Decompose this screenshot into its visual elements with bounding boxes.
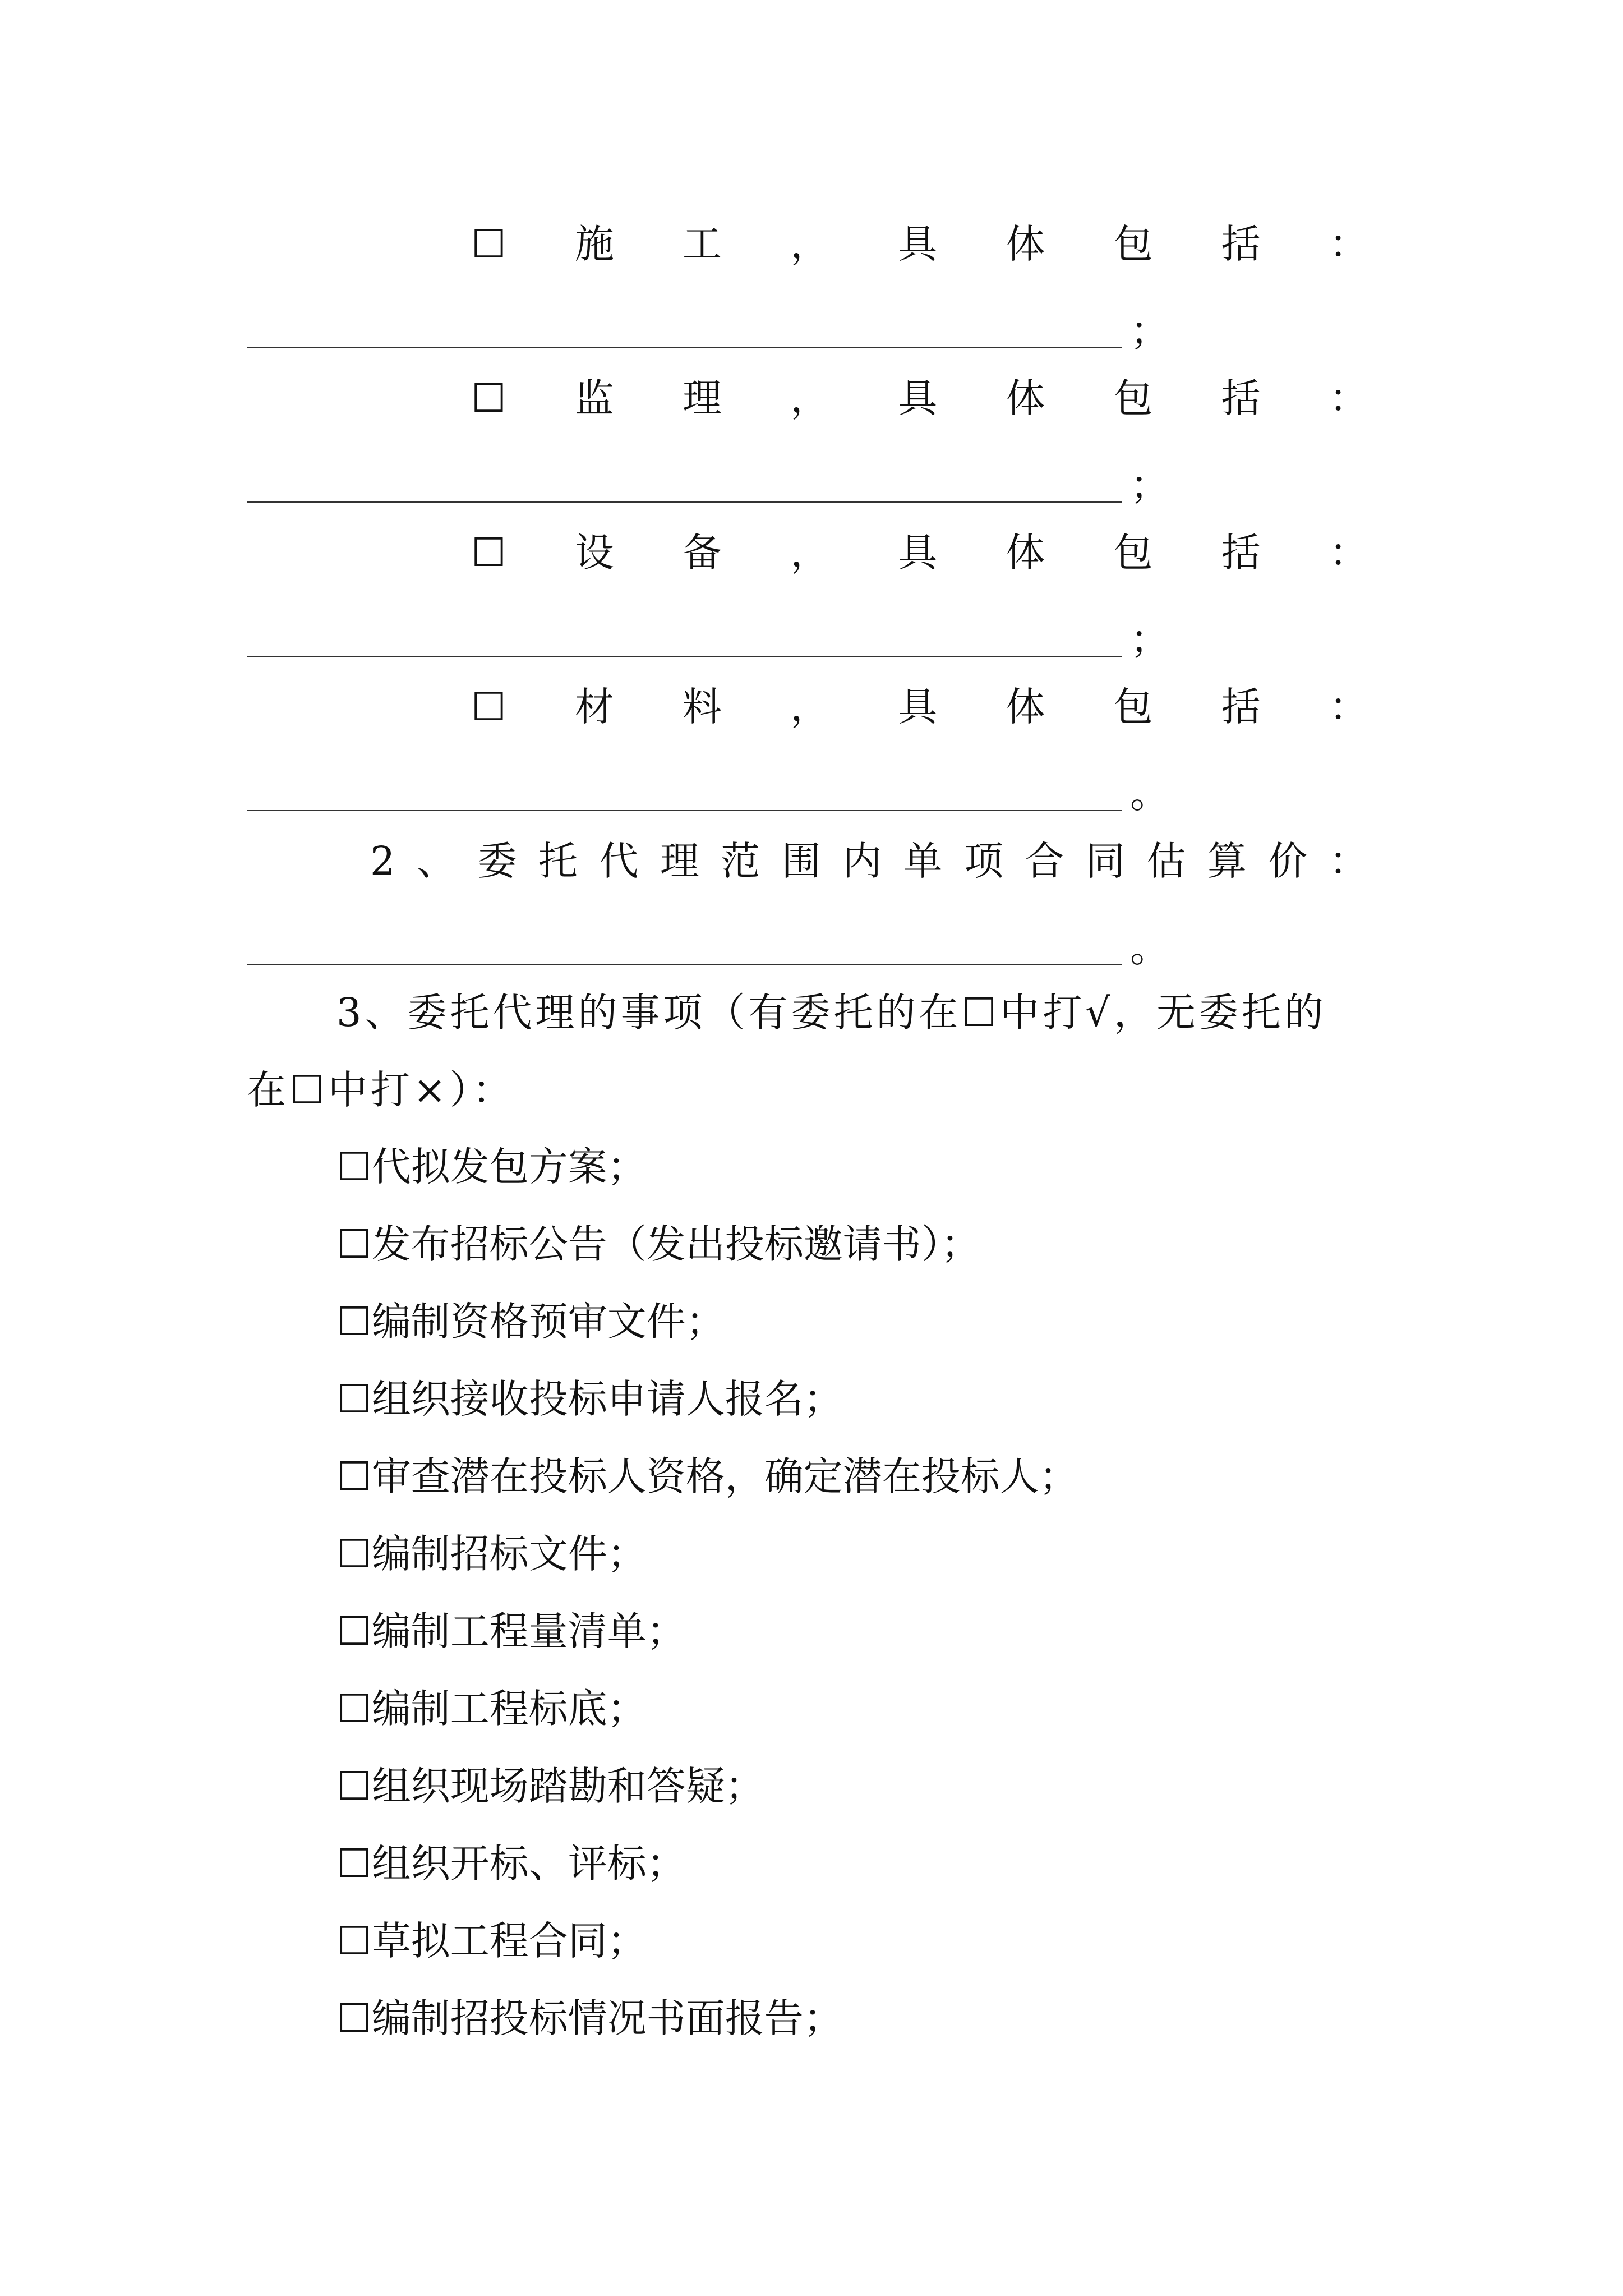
scope-item-equipment — [471, 519, 1368, 586]
task-item[interactable]: ☐编制招标文件； — [336, 1531, 647, 1577]
blank-underline — [247, 810, 1122, 811]
section2-char: 代 — [599, 838, 639, 884]
section2-char: 内 — [842, 838, 882, 884]
scope-char: 体 — [1006, 375, 1045, 421]
section-3-heading-line1: 3、委托代理的事项（有委托的在☐中打√，无委托的 — [336, 990, 1327, 1036]
blank-underline — [247, 501, 1122, 503]
line-end-punct: ； — [1130, 462, 1169, 508]
scope-char: 设 — [574, 530, 614, 576]
line-end-punct: 。 — [1130, 925, 1169, 971]
blank-underline — [247, 656, 1122, 657]
scope-char: 包 — [1113, 684, 1153, 730]
section2-char: 同 — [1085, 838, 1125, 884]
scope-char: 包 — [1113, 375, 1153, 421]
scope-char: 括 — [1221, 530, 1261, 576]
scope-char: ： — [1329, 530, 1368, 576]
scope-char: 具 — [898, 375, 938, 421]
scope-char: 施 — [574, 221, 614, 267]
section2-char: 项 — [964, 838, 1004, 884]
fill-in-blank-estimate[interactable] — [247, 923, 1402, 973]
scope-char: ， — [790, 375, 830, 421]
task-item[interactable]: ☐编制工程量清单； — [336, 1608, 686, 1654]
task-item[interactable]: ☐组织现场踏勘和答疑； — [336, 1763, 764, 1809]
section2-char: 估 — [1146, 838, 1186, 884]
task-item[interactable]: ☐发布招标公告（发出投标邀请书）； — [336, 1221, 980, 1267]
scope-char: 备 — [683, 530, 722, 576]
scope-item-materials — [471, 673, 1368, 740]
scope-char: ， — [790, 530, 830, 576]
task-item[interactable]: ☐草拟工程合同； — [336, 1918, 647, 1964]
scope-char: ： — [1329, 684, 1368, 730]
line-end-punct: 。 — [1130, 771, 1169, 817]
scope-char: 括 — [1221, 221, 1261, 267]
scope-char: ： — [1329, 221, 1368, 267]
scope-char: 具 — [898, 221, 938, 267]
section-3-heading-line2: 在☐中打×）： — [247, 1067, 515, 1113]
scope-char: 具 — [898, 684, 938, 730]
section2-char: 围 — [781, 838, 821, 884]
checkbox[interactable]: ☐ — [471, 530, 506, 576]
task-item[interactable]: ☐代拟发包方案； — [336, 1144, 647, 1190]
section2-char: 合 — [1025, 838, 1064, 884]
scope-char: 括 — [1221, 375, 1261, 421]
scope-char: 具 — [898, 530, 938, 576]
scope-char: 材 — [574, 684, 614, 730]
section2-char: 、 — [417, 838, 456, 884]
task-item[interactable]: ☐组织接收投标申请人报名； — [336, 1376, 843, 1422]
section2-char: 单 — [903, 838, 943, 884]
scope-char: 包 — [1113, 530, 1153, 576]
scope-char: ， — [790, 684, 830, 730]
section2-char: 托 — [538, 838, 578, 884]
section2-char: 范 — [721, 838, 760, 884]
scope-char: 料 — [683, 684, 722, 730]
fill-in-blank[interactable] — [247, 614, 1402, 665]
blank-underline — [247, 347, 1122, 348]
fill-in-blank[interactable] — [247, 306, 1402, 356]
fill-in-blank[interactable] — [247, 769, 1402, 819]
section2-char: 算 — [1207, 838, 1247, 884]
scope-char: ， — [790, 221, 830, 267]
section2-char: 理 — [660, 838, 699, 884]
scope-char: 工 — [683, 221, 722, 267]
section2-char: 委 — [477, 838, 517, 884]
line-end-punct: ； — [1130, 308, 1169, 354]
section2-char: ： — [1329, 838, 1368, 884]
scope-char: 体 — [1006, 530, 1045, 576]
task-item[interactable]: ☐编制资格预审文件； — [336, 1299, 725, 1345]
section2-char: 价 — [1268, 838, 1308, 884]
scope-char: 体 — [1006, 684, 1045, 730]
task-item[interactable]: ☐组织开标、评标； — [336, 1841, 686, 1887]
checkbox[interactable]: ☐ — [471, 221, 506, 267]
task-item[interactable]: ☐编制工程标底； — [336, 1686, 647, 1732]
task-item[interactable]: ☐编制招投标情况书面报告； — [336, 1995, 843, 2041]
scope-char: ： — [1329, 375, 1368, 421]
scope-char: 体 — [1006, 221, 1045, 267]
scope-char: 包 — [1113, 221, 1153, 267]
checkbox[interactable]: ☐ — [471, 684, 506, 730]
line-end-punct: ； — [1130, 616, 1169, 662]
scope-char: 括 — [1221, 684, 1261, 730]
checkbox[interactable]: ☐ — [471, 375, 506, 421]
scope-char: 监 — [574, 375, 614, 421]
task-item[interactable]: ☐审查潜在投标人资格，确定潜在投标人； — [336, 1453, 1078, 1499]
section2-char: 2 — [370, 838, 395, 884]
blank-underline — [247, 964, 1122, 965]
fill-in-blank[interactable] — [247, 460, 1402, 510]
section-2-heading — [370, 827, 1368, 895]
scope-item-supervision — [471, 365, 1368, 432]
scope-char: 理 — [683, 375, 722, 421]
scope-item-construction — [471, 210, 1368, 278]
